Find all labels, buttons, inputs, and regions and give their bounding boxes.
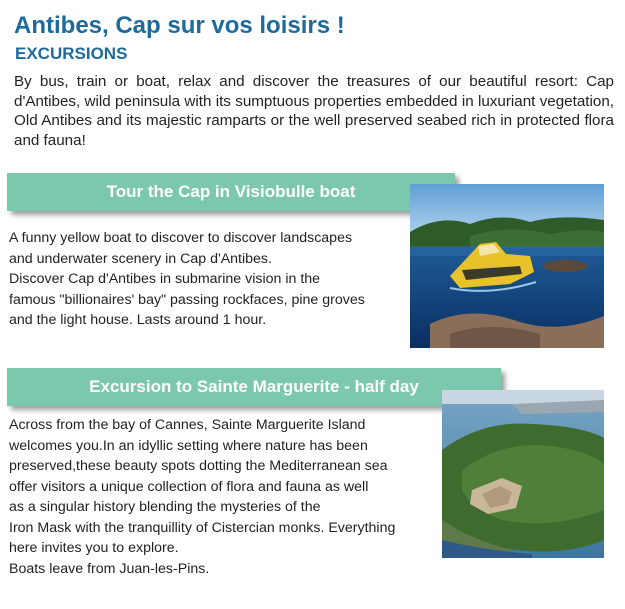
text-line: and underwater scenery in Cap d'Antibes.	[9, 250, 272, 267]
page-title: Antibes, Cap sur vos loisirs !	[14, 12, 345, 39]
intro-paragraph: By bus, train or boat, relax and discover the treasures of our beautiful resort: Cap d'Antibes, wild peninsula with its sumptuous properties embedded in luxuriant vegetation, Old Antibes and its majestic ramparts or the well preserved seabed rich in protected flora and fauna!	[14, 73, 614, 149]
section-text-sainte-marguerite	[9, 415, 439, 579]
text-line: A funny yellow boat to discover to discover landscapes	[9, 230, 353, 246]
boat-photo	[410, 184, 604, 348]
text-line: as a singular history blending the mysteries of the	[9, 499, 321, 515]
text-line: welcomes you.In an idyllic setting where nature has been	[9, 437, 368, 454]
section-heading-visiobulle: Tour the Cap in Visiobulle boat	[7, 173, 455, 211]
text-line: and the light house. Lasts around 1 hour.	[9, 312, 267, 328]
text-line: Across from the bay of Cannes, Sainte Marguerite Island	[9, 417, 366, 433]
text-line: preserved,these beauty spots dotting the Mediterranean sea	[9, 458, 388, 474]
section-heading-sainte-marguerite: Excursion to Sainte Marguerite - half day	[7, 368, 501, 406]
island-photo	[442, 390, 604, 558]
text-line: offer visitors a unique collection of flora and fauna as well	[9, 478, 369, 495]
text-line: here invites you to explore.	[9, 540, 179, 556]
text-line: famous "billionaires' bay" passing rockfaces, pine groves	[9, 291, 365, 308]
section-text-visiobulle	[9, 228, 409, 331]
text-line: Discover Cap d'Antibes in submarine vision in the	[9, 271, 321, 287]
page-subtitle: EXCURSIONS	[15, 44, 128, 63]
text-line: Boats leave from Juan-les-Pins.	[9, 560, 210, 577]
text-line: Iron Mask with the tranquillity of Cistercian monks. Everything	[9, 519, 396, 536]
